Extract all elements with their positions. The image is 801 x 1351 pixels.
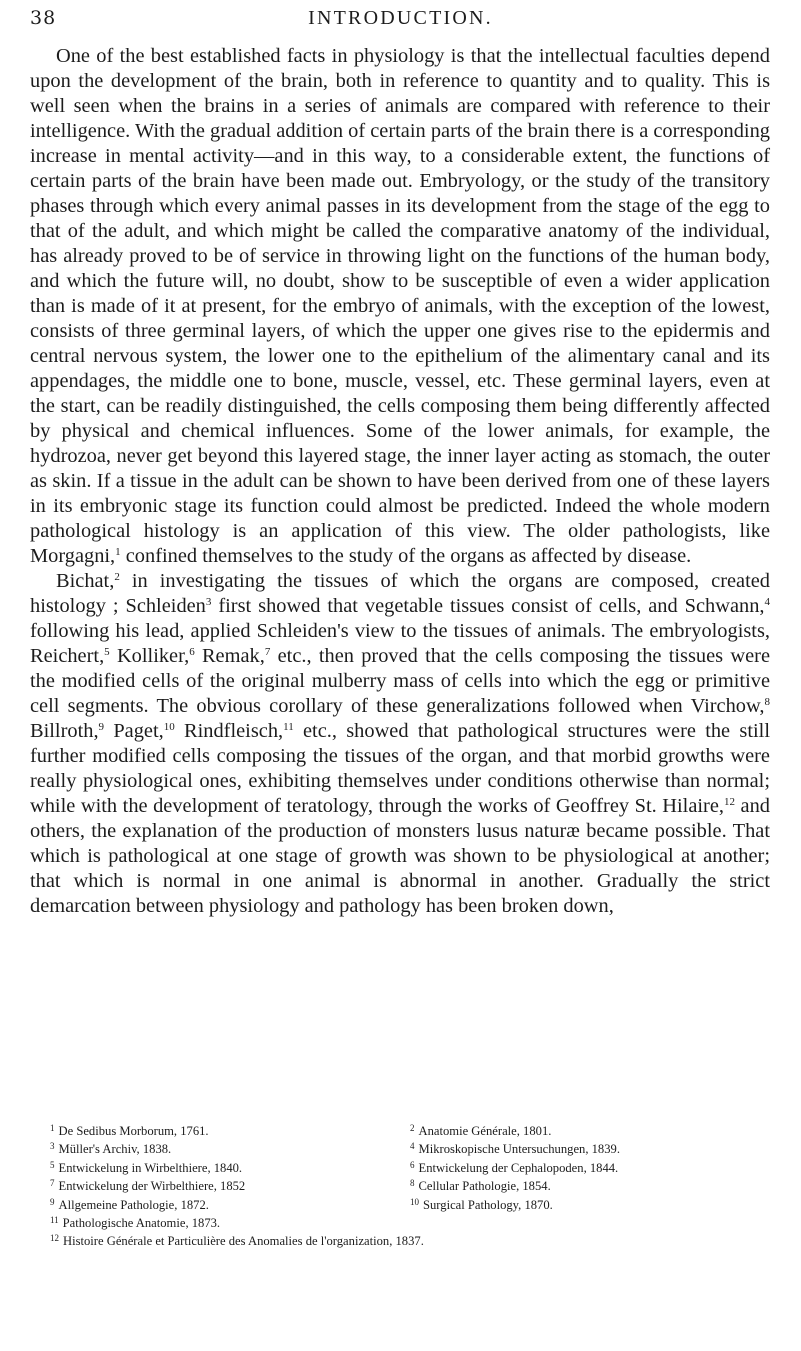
paragraph-text: etc., showed that pathological structures were the still further modified cells composing the tissues of the organ, and that morbid growths were really physiological ones, exhibiting themselves under conditions otherwise than normal; while with the development of teratology, through the works of Geoffrey St. Hilaire, xyxy=(30,720,770,817)
footnote-reference: 9 xyxy=(98,721,105,733)
footnotes xyxy=(50,1121,780,1250)
footnote-line xyxy=(50,1231,780,1249)
paragraph xyxy=(30,569,770,919)
footnote-row xyxy=(50,1121,780,1139)
footnote-text: Entwickelung der Wirbelthiere, 1852 xyxy=(58,1179,246,1194)
footnote-text: Histoire Générale et Particulière des Anomalies de l'organization, 1837. xyxy=(63,1234,424,1249)
footnote-right xyxy=(410,1195,553,1213)
footnote-number: 7 xyxy=(50,1178,55,1189)
paragraph-text: in investigating the tissues of which the organs are composed, created histology ; Schleiden xyxy=(30,570,770,617)
footnote-row xyxy=(50,1139,780,1157)
footnote-text: Entwickelung in Wirbelthiere, 1840. xyxy=(58,1160,243,1175)
footnote-text: Müller's Archiv, 1838. xyxy=(58,1142,172,1157)
paragraph-text: confined themselves to the study of the organs as affected by disease. xyxy=(120,545,692,567)
footnote-text: Mikroskopische Untersuchungen, 1839. xyxy=(418,1142,620,1157)
footnote-number: 2 xyxy=(410,1123,415,1133)
paragraph-text: Remak, xyxy=(194,645,265,667)
footnote-row xyxy=(50,1158,780,1176)
footnote-number: 12 xyxy=(50,1233,59,1244)
footnote-right xyxy=(410,1176,551,1194)
footnote-reference: 3 xyxy=(205,596,212,608)
footnote-right xyxy=(410,1158,618,1176)
paragraph-text: Billroth, xyxy=(30,720,99,742)
footnote-number: 11 xyxy=(50,1215,59,1226)
footnote-left xyxy=(50,1121,410,1139)
footnote-number: 3 xyxy=(50,1141,55,1152)
paragraph-text: One of the best established facts in physiology is that the intellectual faculties depend upon the development of the brain, both in reference to quantity and to quality. This is well seen when the brains in a series of animals are compared with reference to their intelligence. With the gradual addition of certain parts of the brain there is a corresponding increase in mental activity—and in this way, to a considerable extent, the functions of certain parts of the brain have been made out. Embryology, or the study of the transitory phases through which every animal passes in its development from the stage of the egg to that of the adult, and which might be called the comparative anatomy of the individual, has already proved to be of service in throwing light on the functions of the human body, and which the future will, no doubt, show to be susceptible of even a wider application than is made of it at present, for the embryo of animals, with the exception of the lowest, consists of three germinal layers, of which the upper one gives rise to the epidermis and central nervous system, the lower one to the epithelium of the alimentary canal and its appendages, the middle one to bone, muscle, vessel, etc. These germinal layers, even at the start, can be readily distinguished, the cells composing them being differently affected by physical and chemical influences. Some of the lower animals, for example, the hydrozoa, never get beyond this layered stage, the inner layer acting as stomach, the outer as skin. If a tissue in the adult can be shown to have been derived from one of these layers in its embryonic stage its function could almost be predicted. Indeed the whole modern pathological histology is an application of this view. The older pathologists, like Morgagni, xyxy=(30,45,770,567)
paragraph-text: Kolliker, xyxy=(109,645,190,667)
footnote-line xyxy=(50,1213,780,1231)
footnote-reference: 4 xyxy=(764,596,770,608)
footnote-reference: 5 xyxy=(104,646,110,658)
footnote-left xyxy=(50,1158,410,1176)
paragraph-text: Paget, xyxy=(104,720,164,742)
page-header xyxy=(0,7,801,37)
footnote-number: 8 xyxy=(410,1178,415,1189)
paragraph xyxy=(30,44,770,569)
footnote-number: 10 xyxy=(410,1196,419,1207)
footnote-reference: 2 xyxy=(114,571,120,583)
paragraph-text: Bichat, xyxy=(56,570,115,592)
footnote-left xyxy=(50,1176,410,1194)
footnote-row xyxy=(50,1176,780,1194)
footnote-text: De Sedibus Morborum, 1761. xyxy=(58,1124,209,1138)
footnote-reference: 6 xyxy=(189,646,195,658)
footnote-right xyxy=(410,1139,620,1157)
footnote-left xyxy=(50,1139,410,1157)
paragraph-text: etc., then proved that the cells composing the tissues were the modified cells of the original mulberry mass of cells into which the egg or primitive cell segments. The obvious corollary of these generalizations followed when Virchow, xyxy=(30,645,771,717)
footnote-number: 5 xyxy=(50,1159,55,1170)
paragraph-text: Rindfleisch, xyxy=(174,720,284,742)
footnote-left xyxy=(50,1195,410,1213)
footnote-number: 6 xyxy=(410,1159,415,1170)
footnote-text: Allgemeine Pathologie, 1872. xyxy=(58,1197,209,1212)
footnote-row xyxy=(50,1195,780,1213)
footnote-reference: 10 xyxy=(163,721,175,733)
footnote-number: 4 xyxy=(410,1141,415,1152)
body-text xyxy=(30,44,770,919)
footnote-text: Surgical Pathology, 1870. xyxy=(423,1197,553,1212)
footnote-number: 9 xyxy=(50,1196,55,1207)
footnote-reference: 1 xyxy=(115,546,121,558)
page-number: 38 xyxy=(30,7,57,29)
footnote-reference: 8 xyxy=(764,696,770,708)
footnote-reference: 11 xyxy=(283,721,294,733)
footnote-text: Entwickelung der Cephalopoden, 1844. xyxy=(418,1160,619,1175)
footnote-number: 1 xyxy=(50,1123,55,1133)
footnote-text: Pathologische Anatomie, 1873. xyxy=(62,1216,221,1231)
footnote-right xyxy=(410,1121,551,1139)
footnote-reference: 12 xyxy=(724,796,735,808)
footnote-reference: 7 xyxy=(264,646,271,658)
paragraph-text: following his lead, applied Schleiden's view to the tissues of animals. The embryologists, Reichert, xyxy=(30,620,770,667)
footnote-text: Cellular Pathologie, 1854. xyxy=(418,1179,551,1194)
paragraph-text: first showed that vegetable tissues consist of cells, and Schwann, xyxy=(211,595,765,617)
running-head: INTRODUCTION. xyxy=(308,7,493,29)
footnote-text: Anatomie Générale, 1801. xyxy=(418,1124,552,1138)
paragraph-text: and others, the explanation of the production of monsters lusus naturæ became possible. That which is pathological at one stage of growth was shown to be physiological at another; that which is normal in one animal is abnormal in another. Gradually the strict demarcation between physiology and pathology has been broken down, xyxy=(30,795,770,917)
